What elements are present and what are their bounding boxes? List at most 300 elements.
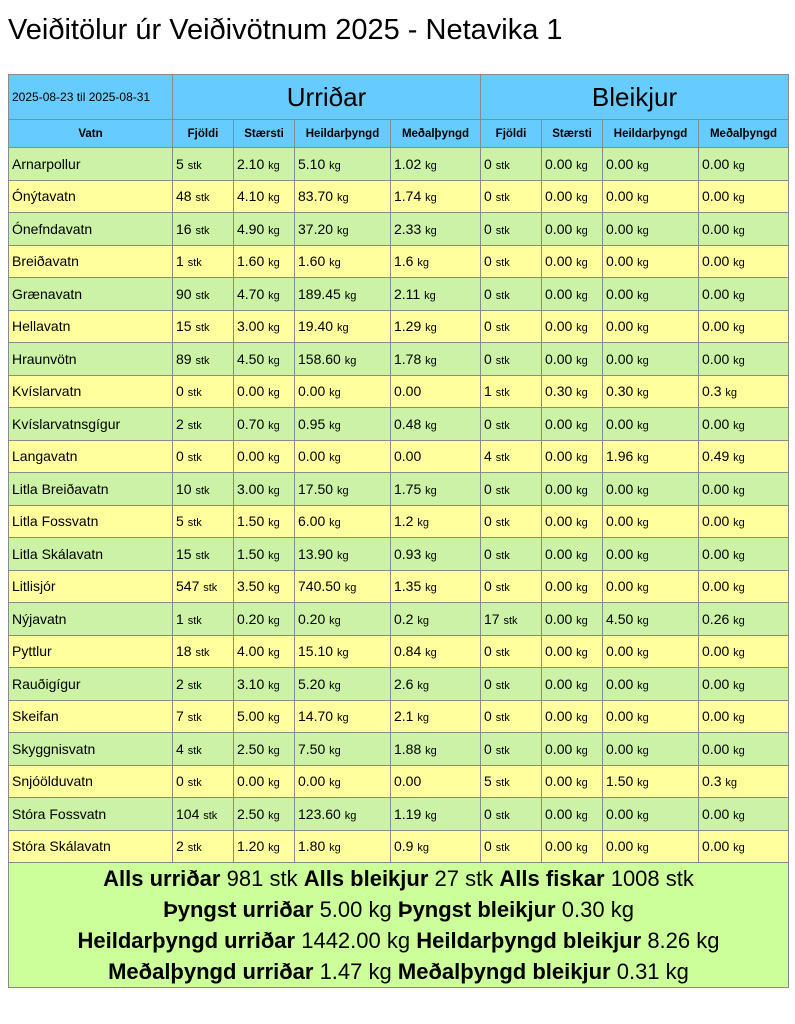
char-avg-cell xyxy=(699,245,789,278)
col-header-trout-avg: Meðalþyngd xyxy=(391,120,481,148)
trout-count-cell xyxy=(173,668,234,701)
cell-value: 0.00 xyxy=(702,253,730,270)
cell-value: 48 xyxy=(176,188,192,205)
unit-kg: kg xyxy=(696,928,720,953)
cell-value: 4.00 xyxy=(237,643,265,660)
char-total-cell xyxy=(603,830,699,863)
cell-unit: kg xyxy=(268,387,280,400)
cell-unit: kg xyxy=(268,712,280,725)
cell-value: 0.00 xyxy=(545,350,573,367)
cell-unit: kg xyxy=(637,159,649,172)
cell-unit: kg xyxy=(268,322,280,335)
cell-value: 2.10 xyxy=(237,155,265,172)
cell-unit: kg xyxy=(637,192,649,205)
cell-unit: kg xyxy=(733,289,745,302)
cell-value: 1 xyxy=(176,610,184,627)
trout-total-cell xyxy=(295,700,391,733)
trout-count-cell xyxy=(173,375,234,408)
cell-value: 0.84 xyxy=(394,643,422,660)
cell-unit: kg xyxy=(576,387,588,400)
cell-value: 5 xyxy=(176,513,184,530)
trout-count-cell xyxy=(173,310,234,343)
trout-max-cell xyxy=(234,375,295,408)
cell-value: 1.80 xyxy=(298,838,326,855)
cell-unit: stk xyxy=(495,224,510,237)
cell-unit: kg xyxy=(725,777,737,790)
col-header-trout-count: Fjöldi xyxy=(173,120,234,148)
table-row xyxy=(9,700,789,733)
char-total-cell xyxy=(603,310,699,343)
cell-value: 0 xyxy=(484,708,492,725)
cell-value: 1.75 xyxy=(394,480,422,497)
cell-value: 0.30 xyxy=(545,383,573,400)
trout-avg-cell xyxy=(391,440,481,473)
cell-unit: kg xyxy=(268,159,280,172)
char-total-cell xyxy=(603,635,699,668)
trout-avg-cell xyxy=(391,148,481,181)
cell-value: 0.00 xyxy=(545,610,573,627)
cell-value: 0.00 xyxy=(606,545,634,562)
cell-unit: stk xyxy=(187,452,202,465)
cell-unit: kg xyxy=(733,712,745,725)
trout-avg-cell xyxy=(391,798,481,831)
cell-value: 0.00 xyxy=(702,643,730,660)
cell-value: 2 xyxy=(176,415,184,432)
cell-value: 1.50 xyxy=(606,773,634,790)
table-row xyxy=(9,440,789,473)
unit-kg: kg xyxy=(386,928,411,953)
summary-line-avg-weight xyxy=(12,956,785,987)
cell-value: 0.30 xyxy=(606,383,634,400)
cell-unit: stk xyxy=(195,289,210,302)
cell-unit: stk xyxy=(187,419,202,432)
cell-value: 0.00 xyxy=(606,740,634,757)
cell-value: 0 xyxy=(484,740,492,757)
cell-value: 0.00 xyxy=(702,350,730,367)
cell-value: 2.11 xyxy=(394,285,421,302)
cell-value: 0.00 xyxy=(702,285,730,302)
cell-value: 2.50 xyxy=(237,740,265,757)
cell-unit: kg xyxy=(425,159,437,172)
cell-value: 0 xyxy=(484,643,492,660)
trout-count-cell xyxy=(173,570,234,603)
cell-value: 4.50 xyxy=(237,350,265,367)
cell-value: 0.2 xyxy=(394,610,414,627)
cell-value: 0 xyxy=(484,188,492,205)
char-max-cell xyxy=(542,765,603,798)
cell-unit: kg xyxy=(576,517,588,530)
cell-value: 0.00 xyxy=(702,708,730,725)
total-trout-value: 981 xyxy=(226,866,264,891)
heaviest-trout-value: 5.00 xyxy=(319,897,363,922)
cell-unit: stk xyxy=(195,484,210,497)
cell-value: 10 xyxy=(176,480,192,497)
trout-avg-cell xyxy=(391,180,481,213)
table-row xyxy=(9,635,789,668)
lake-name-cell: Kvíslarvatnsgígur xyxy=(9,408,173,441)
cell-value: 13.90 xyxy=(298,545,334,562)
cell-unit: kg xyxy=(268,647,280,660)
cell-value: 5.00 xyxy=(237,708,265,725)
table-row xyxy=(9,570,789,603)
trout-count-cell xyxy=(173,700,234,733)
cell-value: 0.00 xyxy=(237,773,265,790)
cell-unit: kg xyxy=(417,257,429,270)
cell-value: 3.50 xyxy=(237,578,265,595)
cell-unit: kg xyxy=(425,322,437,335)
char-total-cell xyxy=(603,798,699,831)
heaviest-char-value: 0.30 xyxy=(561,897,605,922)
cell-value: 0 xyxy=(484,155,492,172)
cell-unit: stk xyxy=(203,809,218,822)
cell-value: 0.3 xyxy=(702,773,722,790)
cell-value: 0.00 xyxy=(702,480,730,497)
char-max-cell xyxy=(542,213,603,246)
cell-unit: stk xyxy=(187,777,202,790)
lake-name-cell: Hraunvötn xyxy=(9,343,173,376)
cell-value: 158.60 xyxy=(298,350,341,367)
trout-max-cell xyxy=(234,830,295,863)
trout-max-cell xyxy=(234,440,295,473)
trout-avg-cell xyxy=(391,375,481,408)
cell-value: 1.74 xyxy=(394,188,422,205)
cell-value: 1.50 xyxy=(237,545,265,562)
table-row xyxy=(9,505,789,538)
cell-value: 0.00 xyxy=(545,708,573,725)
char-total-cell xyxy=(603,213,699,246)
trout-total-cell xyxy=(295,830,391,863)
char-max-cell xyxy=(542,343,603,376)
cell-value: 0.00 xyxy=(606,285,634,302)
cell-value: 7.50 xyxy=(298,740,326,757)
trout-max-cell xyxy=(234,505,295,538)
trout-max-cell xyxy=(234,343,295,376)
table-row xyxy=(9,343,789,376)
cell-value: 189.45 xyxy=(298,285,341,302)
cell-unit: kg xyxy=(576,679,588,692)
char-max-cell xyxy=(542,635,603,668)
cell-value: 4.70 xyxy=(237,285,265,302)
cell-unit: kg xyxy=(733,322,745,335)
cell-unit: kg xyxy=(637,224,649,237)
cell-value: 17.50 xyxy=(298,480,334,497)
char-total-cell xyxy=(603,278,699,311)
cell-unit: kg xyxy=(576,582,588,595)
cell-unit: kg xyxy=(417,679,429,692)
cell-value: 2.1 xyxy=(394,708,414,725)
cell-value: 90 xyxy=(176,285,192,302)
cell-value: 0.00 xyxy=(606,220,634,237)
cell-unit: stk xyxy=(495,419,510,432)
cell-unit: kg xyxy=(417,614,429,627)
cell-unit: kg xyxy=(576,257,588,270)
table-row xyxy=(9,798,789,831)
cell-unit: kg xyxy=(576,419,588,432)
char-count-cell xyxy=(481,505,542,538)
char-count-cell xyxy=(481,830,542,863)
cell-unit: stk xyxy=(495,809,510,822)
trout-max-cell xyxy=(234,700,295,733)
cell-value: 0 xyxy=(484,805,492,822)
trout-count-cell xyxy=(173,408,234,441)
cell-value: 0.00 xyxy=(545,285,573,302)
lake-name-cell: Breiðavatn xyxy=(9,245,173,278)
trout-avg-cell xyxy=(391,278,481,311)
char-count-cell xyxy=(481,408,542,441)
cell-unit: kg xyxy=(637,354,649,367)
cell-value: 0.26 xyxy=(702,610,730,627)
cell-unit: kg xyxy=(637,614,649,627)
col-header-char-avg: Meðalþyngd xyxy=(699,120,789,148)
cell-unit: kg xyxy=(637,484,649,497)
cell-value: 0.00 xyxy=(298,448,326,465)
cell-unit: kg xyxy=(733,224,745,237)
char-max-cell xyxy=(542,668,603,701)
cell-unit: stk xyxy=(495,679,510,692)
col-header-char-max: Stærsti xyxy=(542,120,603,148)
cell-value: 0 xyxy=(484,285,492,302)
table-row xyxy=(9,375,789,408)
cell-value: 0.20 xyxy=(298,610,326,627)
char-total-cell xyxy=(603,440,699,473)
char-avg-cell xyxy=(699,310,789,343)
table-row xyxy=(9,603,789,636)
unit-kg: kg xyxy=(665,959,689,984)
cell-unit: kg xyxy=(576,614,588,627)
char-count-cell xyxy=(481,473,542,506)
trout-count-cell xyxy=(173,505,234,538)
cell-value: 0 xyxy=(484,545,492,562)
cell-value: 0.00 xyxy=(298,383,326,400)
cell-value: 3.00 xyxy=(237,318,265,335)
trout-max-cell xyxy=(234,635,295,668)
cell-unit: stk xyxy=(495,647,510,660)
cell-unit: stk xyxy=(187,159,202,172)
cell-value: 1.78 xyxy=(394,350,422,367)
lake-name-cell: Stóra Skálavatn xyxy=(9,830,173,863)
cell-unit: stk xyxy=(503,614,518,627)
cell-unit: kg xyxy=(637,679,649,692)
total-char-value: 27 xyxy=(434,866,460,891)
char-total-cell xyxy=(603,570,699,603)
lake-name-cell: Stóra Fossvatn xyxy=(9,798,173,831)
char-avg-cell xyxy=(699,440,789,473)
cell-unit: stk xyxy=(495,582,510,595)
cell-unit: stk xyxy=(187,842,202,855)
cell-value: 0.00 xyxy=(606,415,634,432)
trout-max-cell xyxy=(234,245,295,278)
table-row xyxy=(9,473,789,506)
cell-value: 0 xyxy=(484,220,492,237)
cell-unit: kg xyxy=(576,192,588,205)
cell-unit: kg xyxy=(417,517,429,530)
char-max-cell xyxy=(542,310,603,343)
trout-count-cell xyxy=(173,213,234,246)
trout-avg-cell xyxy=(391,505,481,538)
trout-count-cell xyxy=(173,148,234,181)
lake-name-cell: Hellavatn xyxy=(9,310,173,343)
cell-value: 4.50 xyxy=(606,610,634,627)
cell-value: 18 xyxy=(176,643,192,660)
cell-unit: stk xyxy=(195,192,210,205)
cell-unit: kg xyxy=(268,679,280,692)
cell-unit: stk xyxy=(195,322,210,335)
char-max-cell xyxy=(542,798,603,831)
cell-value: 0.00 xyxy=(545,805,573,822)
char-avg-cell xyxy=(699,603,789,636)
cell-value: 4 xyxy=(484,448,492,465)
char-total-cell xyxy=(603,765,699,798)
cell-value: 0.00 xyxy=(545,740,573,757)
cell-unit: kg xyxy=(733,582,745,595)
cell-value: 0.00 xyxy=(606,480,634,497)
table-row xyxy=(9,765,789,798)
cell-value: 1 xyxy=(176,253,184,270)
lake-name-cell: Snjóölduvatn xyxy=(9,765,173,798)
group-header-row xyxy=(9,75,789,120)
char-avg-cell xyxy=(699,733,789,766)
cell-unit: kg xyxy=(329,387,341,400)
cell-value: 0.00 xyxy=(545,220,573,237)
table-row xyxy=(9,733,789,766)
cell-value: 2.6 xyxy=(394,675,414,692)
cell-value: 0 xyxy=(484,253,492,270)
unit-stk: stk xyxy=(465,866,494,891)
cell-value: 0.00 xyxy=(606,838,634,855)
trout-total-cell xyxy=(295,505,391,538)
cell-value: 15 xyxy=(176,318,192,335)
cell-value: 0.9 xyxy=(394,838,414,855)
table-row xyxy=(9,180,789,213)
cell-value: 1.88 xyxy=(394,740,422,757)
trout-total-cell xyxy=(295,375,391,408)
cell-unit: kg xyxy=(637,744,649,757)
cell-unit: stk xyxy=(187,387,202,400)
trout-max-cell xyxy=(234,538,295,571)
table-row xyxy=(9,148,789,181)
cell-value: 0.00 xyxy=(606,155,634,172)
cell-unit: kg xyxy=(268,582,280,595)
cell-unit: kg xyxy=(637,517,649,530)
cell-value: 0.93 xyxy=(394,545,422,562)
table-row xyxy=(9,213,789,246)
total-trout-label: Alls urriðar xyxy=(103,866,221,891)
cell-value: 2.33 xyxy=(394,220,422,237)
cell-value: 0 xyxy=(484,838,492,855)
cell-unit: stk xyxy=(495,159,510,172)
cell-unit: stk xyxy=(187,614,202,627)
cell-value: 104 xyxy=(176,805,200,822)
cell-unit: stk xyxy=(495,192,510,205)
cell-unit: kg xyxy=(637,647,649,660)
cell-unit: kg xyxy=(576,777,588,790)
char-avg-cell xyxy=(699,148,789,181)
char-count-cell xyxy=(481,310,542,343)
trout-total-cell xyxy=(295,635,391,668)
cell-value: 0 xyxy=(484,480,492,497)
trout-avg-cell xyxy=(391,733,481,766)
cell-value: 0 xyxy=(484,578,492,595)
cell-value: 0.00 xyxy=(702,220,730,237)
table-row xyxy=(9,310,789,343)
cell-value: 3.10 xyxy=(237,675,265,692)
trout-count-cell xyxy=(173,180,234,213)
cell-value: 19.40 xyxy=(298,318,334,335)
cell-unit: kg xyxy=(268,484,280,497)
cell-value: 0.70 xyxy=(237,415,265,432)
char-avg-cell xyxy=(699,473,789,506)
table-row xyxy=(9,830,789,863)
cell-value: 0.00 xyxy=(545,480,573,497)
char-avg-cell xyxy=(699,278,789,311)
char-avg-cell xyxy=(699,668,789,701)
cell-value: 5 xyxy=(176,155,184,172)
cell-value: 83.70 xyxy=(298,188,334,205)
cell-unit: kg xyxy=(268,517,280,530)
cell-value: 0.95 xyxy=(298,415,326,432)
trout-max-cell xyxy=(234,603,295,636)
cell-unit: stk xyxy=(495,322,510,335)
char-max-cell xyxy=(542,180,603,213)
trout-avg-cell xyxy=(391,570,481,603)
cell-value: 5.10 xyxy=(298,155,326,172)
cell-unit: kg xyxy=(637,582,649,595)
char-total-cell xyxy=(603,603,699,636)
cell-unit: kg xyxy=(733,159,745,172)
cell-unit: stk xyxy=(495,712,510,725)
cell-unit: kg xyxy=(733,354,745,367)
col-header-char-count: Fjöldi xyxy=(481,120,542,148)
char-total-cell xyxy=(603,473,699,506)
page-title: Veiðitölur úr Veiðivötnum 2025 - Netavika 1 xyxy=(8,14,563,46)
cell-value: 0.00 xyxy=(545,448,573,465)
lake-name-cell: Ónefndavatn xyxy=(9,213,173,246)
cell-value: 1 xyxy=(484,383,492,400)
cell-unit: kg xyxy=(268,614,280,627)
cell-value: 1.29 xyxy=(394,318,422,335)
cell-unit: kg xyxy=(425,549,437,562)
cell-unit: kg xyxy=(425,224,437,237)
cell-unit: kg xyxy=(344,354,357,367)
cell-unit: stk xyxy=(203,582,218,595)
cell-unit: kg xyxy=(329,842,341,855)
char-count-cell xyxy=(481,245,542,278)
cell-value: 37.20 xyxy=(298,220,334,237)
cell-unit: kg xyxy=(733,192,745,205)
cell-value: 0.48 xyxy=(394,415,422,432)
cell-unit: kg xyxy=(268,452,280,465)
char-total-cell xyxy=(603,375,699,408)
cell-unit: kg xyxy=(336,647,349,660)
char-total-cell xyxy=(603,733,699,766)
total-weight-trout-value: 1442.00 xyxy=(301,928,381,953)
trout-max-cell xyxy=(234,408,295,441)
lake-name-cell: Ónýtavatn xyxy=(9,180,173,213)
cell-value: 0.00 xyxy=(545,838,573,855)
char-count-cell xyxy=(481,278,542,311)
cell-value: 4.90 xyxy=(237,220,265,237)
cell-unit: kg xyxy=(576,224,588,237)
cell-value: 0.20 xyxy=(237,610,265,627)
char-avg-cell xyxy=(699,700,789,733)
trout-avg-cell xyxy=(391,603,481,636)
cell-value: 0.00 xyxy=(702,838,730,855)
cell-value: 89 xyxy=(176,350,192,367)
avg-weight-trout-value: 1.47 xyxy=(319,959,363,984)
char-avg-cell xyxy=(699,408,789,441)
cell-value: 0.00 xyxy=(545,318,573,335)
cell-unit: kg xyxy=(425,744,437,757)
